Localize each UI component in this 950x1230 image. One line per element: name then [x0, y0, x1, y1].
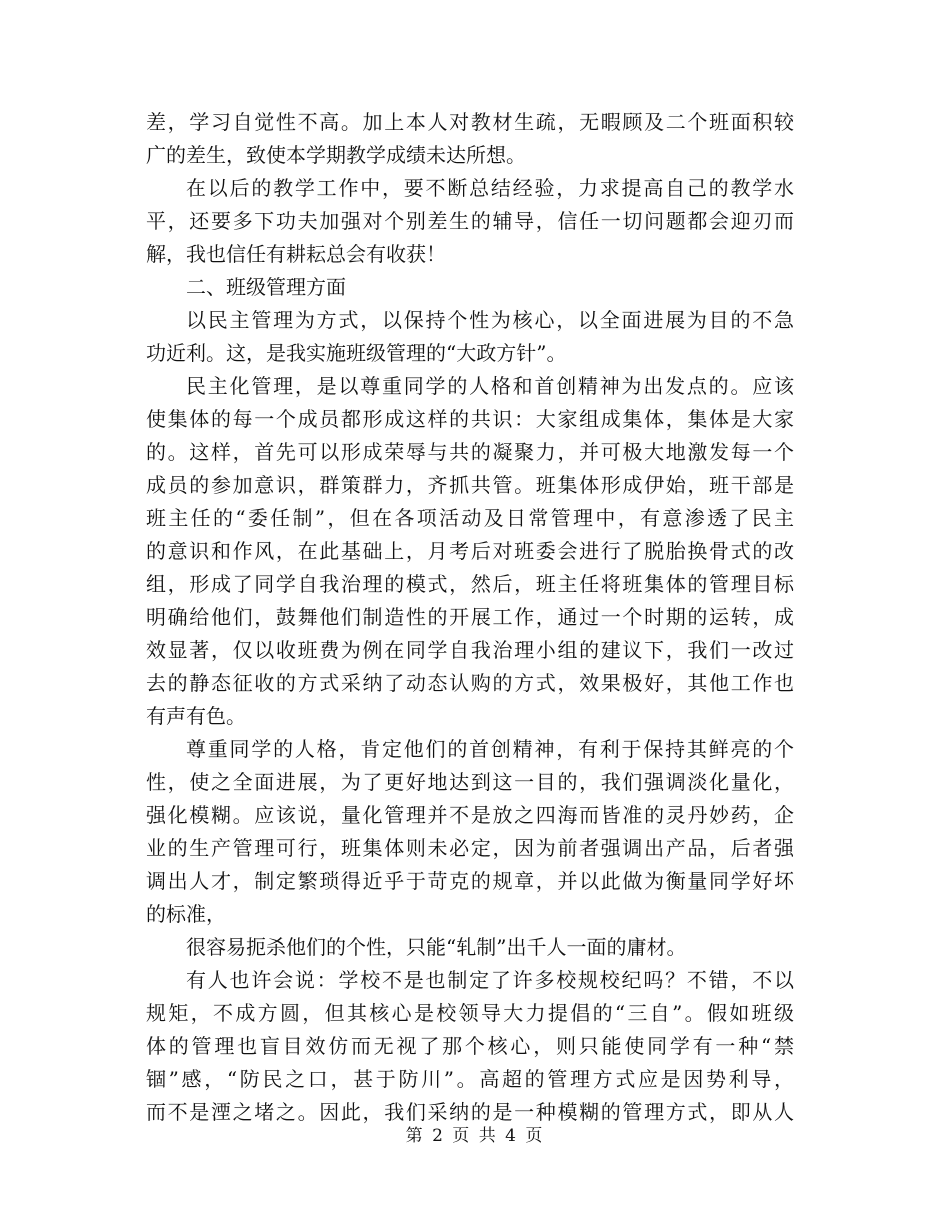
text-line: 有声有色。: [146, 704, 246, 728]
text-line: 的意识和作风，在此基础上，月考后对班委会进行了脱胎换骨式的改: [146, 539, 794, 563]
text-line: 在以后的教学工作中，要不断总结经验，力求提高自己的教学水: [186, 176, 794, 200]
text-line: 效显著，仅以收班费为例在同学自我治理小组的建议下，我们一改过: [146, 638, 794, 662]
text-line: 差，学习自觉性不高。加上本人对教材生疏，无暇顾及二个班面积较: [146, 110, 794, 134]
text-line: 明确给他们，鼓舞他们制造性的开展工作，通过一个时期的运转，成: [146, 605, 794, 629]
text-line: 规矩，不成方圆，但其核心是校领导大力提倡的“三自”。假如班级: [146, 1001, 794, 1025]
text-line: 有人也许会说：学校不是也制定了许多校规校纪吗？不错，不以: [186, 968, 794, 992]
text-line: 很容易扼杀他们的个性，只能“轧制”出千人一面的庸材。: [186, 935, 687, 959]
text-line: 解，我也信任有耕耘总会有收获！: [146, 242, 446, 266]
text-line: 强化模糊。应该说，量化管理并不是放之四海而皆准的灵丹妙药，企: [146, 803, 794, 827]
page-number-footer: 第 2 页 共 4 页: [405, 1126, 545, 1146]
text-line: 广的差生，致使本学期教学成绩未达所想。: [146, 143, 526, 167]
text-line: 平，还要多下功夫加强对个别差生的辅导，信任一切问题都会迎刃而: [146, 209, 794, 233]
text-line: 尊重同学的人格，肯定他们的首创精神，有利于保持其鲜亮的个: [186, 737, 794, 761]
text-line: 体的管理也盲目效仿而无视了那个核心，则只能使同学有一种“禁: [146, 1034, 794, 1058]
text-line: 使集体的每一个成员都形成这样的共识：大家组成集体，集体是大家: [146, 407, 794, 431]
text-line: 班主任的“委任制”，但在各项活动及日常管理中，有意渗透了民主: [146, 506, 794, 530]
text-line: 成员的参加意识，群策群力，齐抓共管。班集体形成伊始，班干部是: [146, 473, 794, 497]
text-line: 功近利。这，是我实施班级管理的“大政方针”。: [146, 341, 567, 365]
text-line: 的标准，: [146, 902, 226, 926]
text-line: 调出人才，制定繁琐得近乎于苛克的规章，并以此做为衡量同学好坏: [146, 869, 794, 893]
text-line: 性，使之全面进展，为了更好地达到这一目的，我们强调淡化量化，: [146, 770, 794, 794]
text-line: 组，形成了同学自我治理的模式，然后，班主任将班集体的管理目标: [146, 572, 794, 596]
text-line: 业的生产管理可行，班集体则未必定，因为前者强调出产品，后者强: [146, 836, 794, 860]
text-line: 而不是湮之堵之。因此，我们采纳的是一种模糊的管理方式，即从人: [146, 1100, 794, 1124]
text-line: 的。这样，首先可以形成荣辱与共的凝聚力，并可极大地激发每一个: [146, 440, 794, 464]
text-line: 以民主管理为方式，以保持个性为核心，以全面进展为目的不急: [186, 308, 794, 332]
text-line: 去的静态征收的方式采纳了动态认购的方式，效果极好，其他工作也: [146, 671, 794, 695]
text-line: 民主化管理，是以尊重同学的人格和首创精神为出发点的。应该: [186, 374, 794, 398]
text-line: 二、班级管理方面: [186, 275, 346, 299]
text-line: 锢”感，“防民之口，甚于防川”。高超的管理方式应是因势利导，: [146, 1067, 794, 1091]
document-body: [146, 106, 794, 1129]
